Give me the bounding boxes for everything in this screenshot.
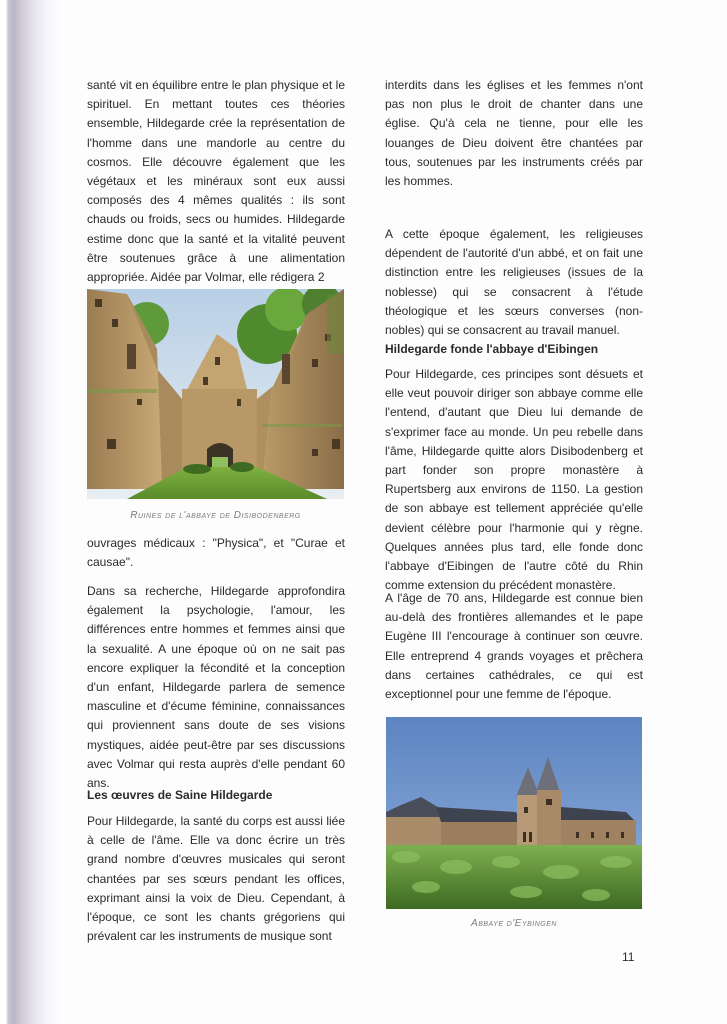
paragraph: santé vit en équilibre entre le plan physique et le spirituel. En mettant toutes ces théories ensemble, Hildegarde crée la représentation de l'homme dans une mandorle au centre du cosmos. Elle découvre également que les végétaux et les minéraux sont eux aussi composés des 4 mêmes qualités : ils sont chauds ou froids, secs ou humides. Hildegarde estime donc que la santé et la vitalité peuvent être soutenues grâce à une alimentation appropriée. Aidée par Volmar, elle rédigera 2 — [87, 78, 345, 285]
figure-caption: Ruines de l'abbaye de Disibodenberg — [130, 510, 301, 521]
paragraph: Pour Hildegarde, ces principes sont désuets et elle veut pouvoir diriger son abbaye comme elle l'entend, d'autant que Dieu lui demande de s'exprimer face au monde. Un peu rebelle dans l'âme, Hildegarde quitte alors Disibodenberg et part fonder son propre monastère à Rupertsberg aux environs de 1150. La gestion de son abbaye est tellement appréciée qu'elle devient célèbre pour l'harmonie qui y règne. Quelques années plus tard, elle fonde donc l'abbaye d'Eibingen de l'autre côté du Rhin comme extension du précédent monastère. — [385, 367, 643, 593]
figure-caption: Abbaye d'Eybingen — [471, 918, 557, 929]
paragraph: Dans sa recherche, Hildegarde approfondira également la psychologie, l'amour, les différences entre hommes et femmes ainsi que la sexualité. A une époque où on ne sait pas encore expliquer la fécondité et la conception d'un enfant, Hildegarde parlera de semence masculine et d'écume féminine, connaissances qui proviennent sans doute de ses visions mystiques, aidée peut-être par ses discussions avec Volmar qui resta auprès d'elle pendant 60 ans. — [87, 584, 345, 791]
paragraph: Pour Hildegarde, la santé du corps est aussi liée à celle de l'âme. Elle va donc écrire un très grand nombre d'œuvres musicales qui seront chantées par ses sœurs pendant les offices, exprimant ainsi la voix de Dieu. Cependant, à l'époque, ce sont les chants grégoriens qui prévalent car les instruments de musique sont — [87, 814, 345, 944]
abbey-church-photo — [386, 717, 642, 909]
paragraph: interdits dans les églises et les femmes n'ont pas non plus le droit de chanter dans une église. Qu'à cela ne tienne, pour elle les louanges de Dieu doivent être chantées par tous, soutenues par les instruments créés par les hommes. — [385, 78, 643, 189]
paragraph: ouvrages médicaux : "Physica", et "Curae et causae". — [87, 536, 345, 570]
section-heading: Hildegarde fonde l'abbaye d'Eibingen — [385, 342, 599, 356]
book-spine-shadow — [0, 0, 60, 1024]
abbey-ruins-photo — [87, 289, 344, 499]
paragraph: A l'âge de 70 ans, Hildegarde est connue bien au-delà des frontières allemandes et le pape Eugène III l'encourage à continuer son œuvre. Elle entreprend 4 grands voyages et prêchera dans certaines cathédrales, ce qui est exceptionnel pour une femme de l'époque. — [385, 591, 643, 702]
abbey-church-image — [386, 717, 642, 909]
section-heading: Les œuvres de Saine Hildegarde — [87, 788, 273, 802]
page-number: 11 — [622, 950, 635, 964]
paragraph: A cette époque également, les religieuses dépendent de l'autorité d'un abbé, et on fait une distinction entre les religieuses (issues de la noblesse) qui se consacrent à l'étude théologique et les sœurs converses (non-nobles) qui se consacrent au travail manuel. — [385, 227, 643, 338]
abbey-ruins-image — [87, 289, 344, 499]
